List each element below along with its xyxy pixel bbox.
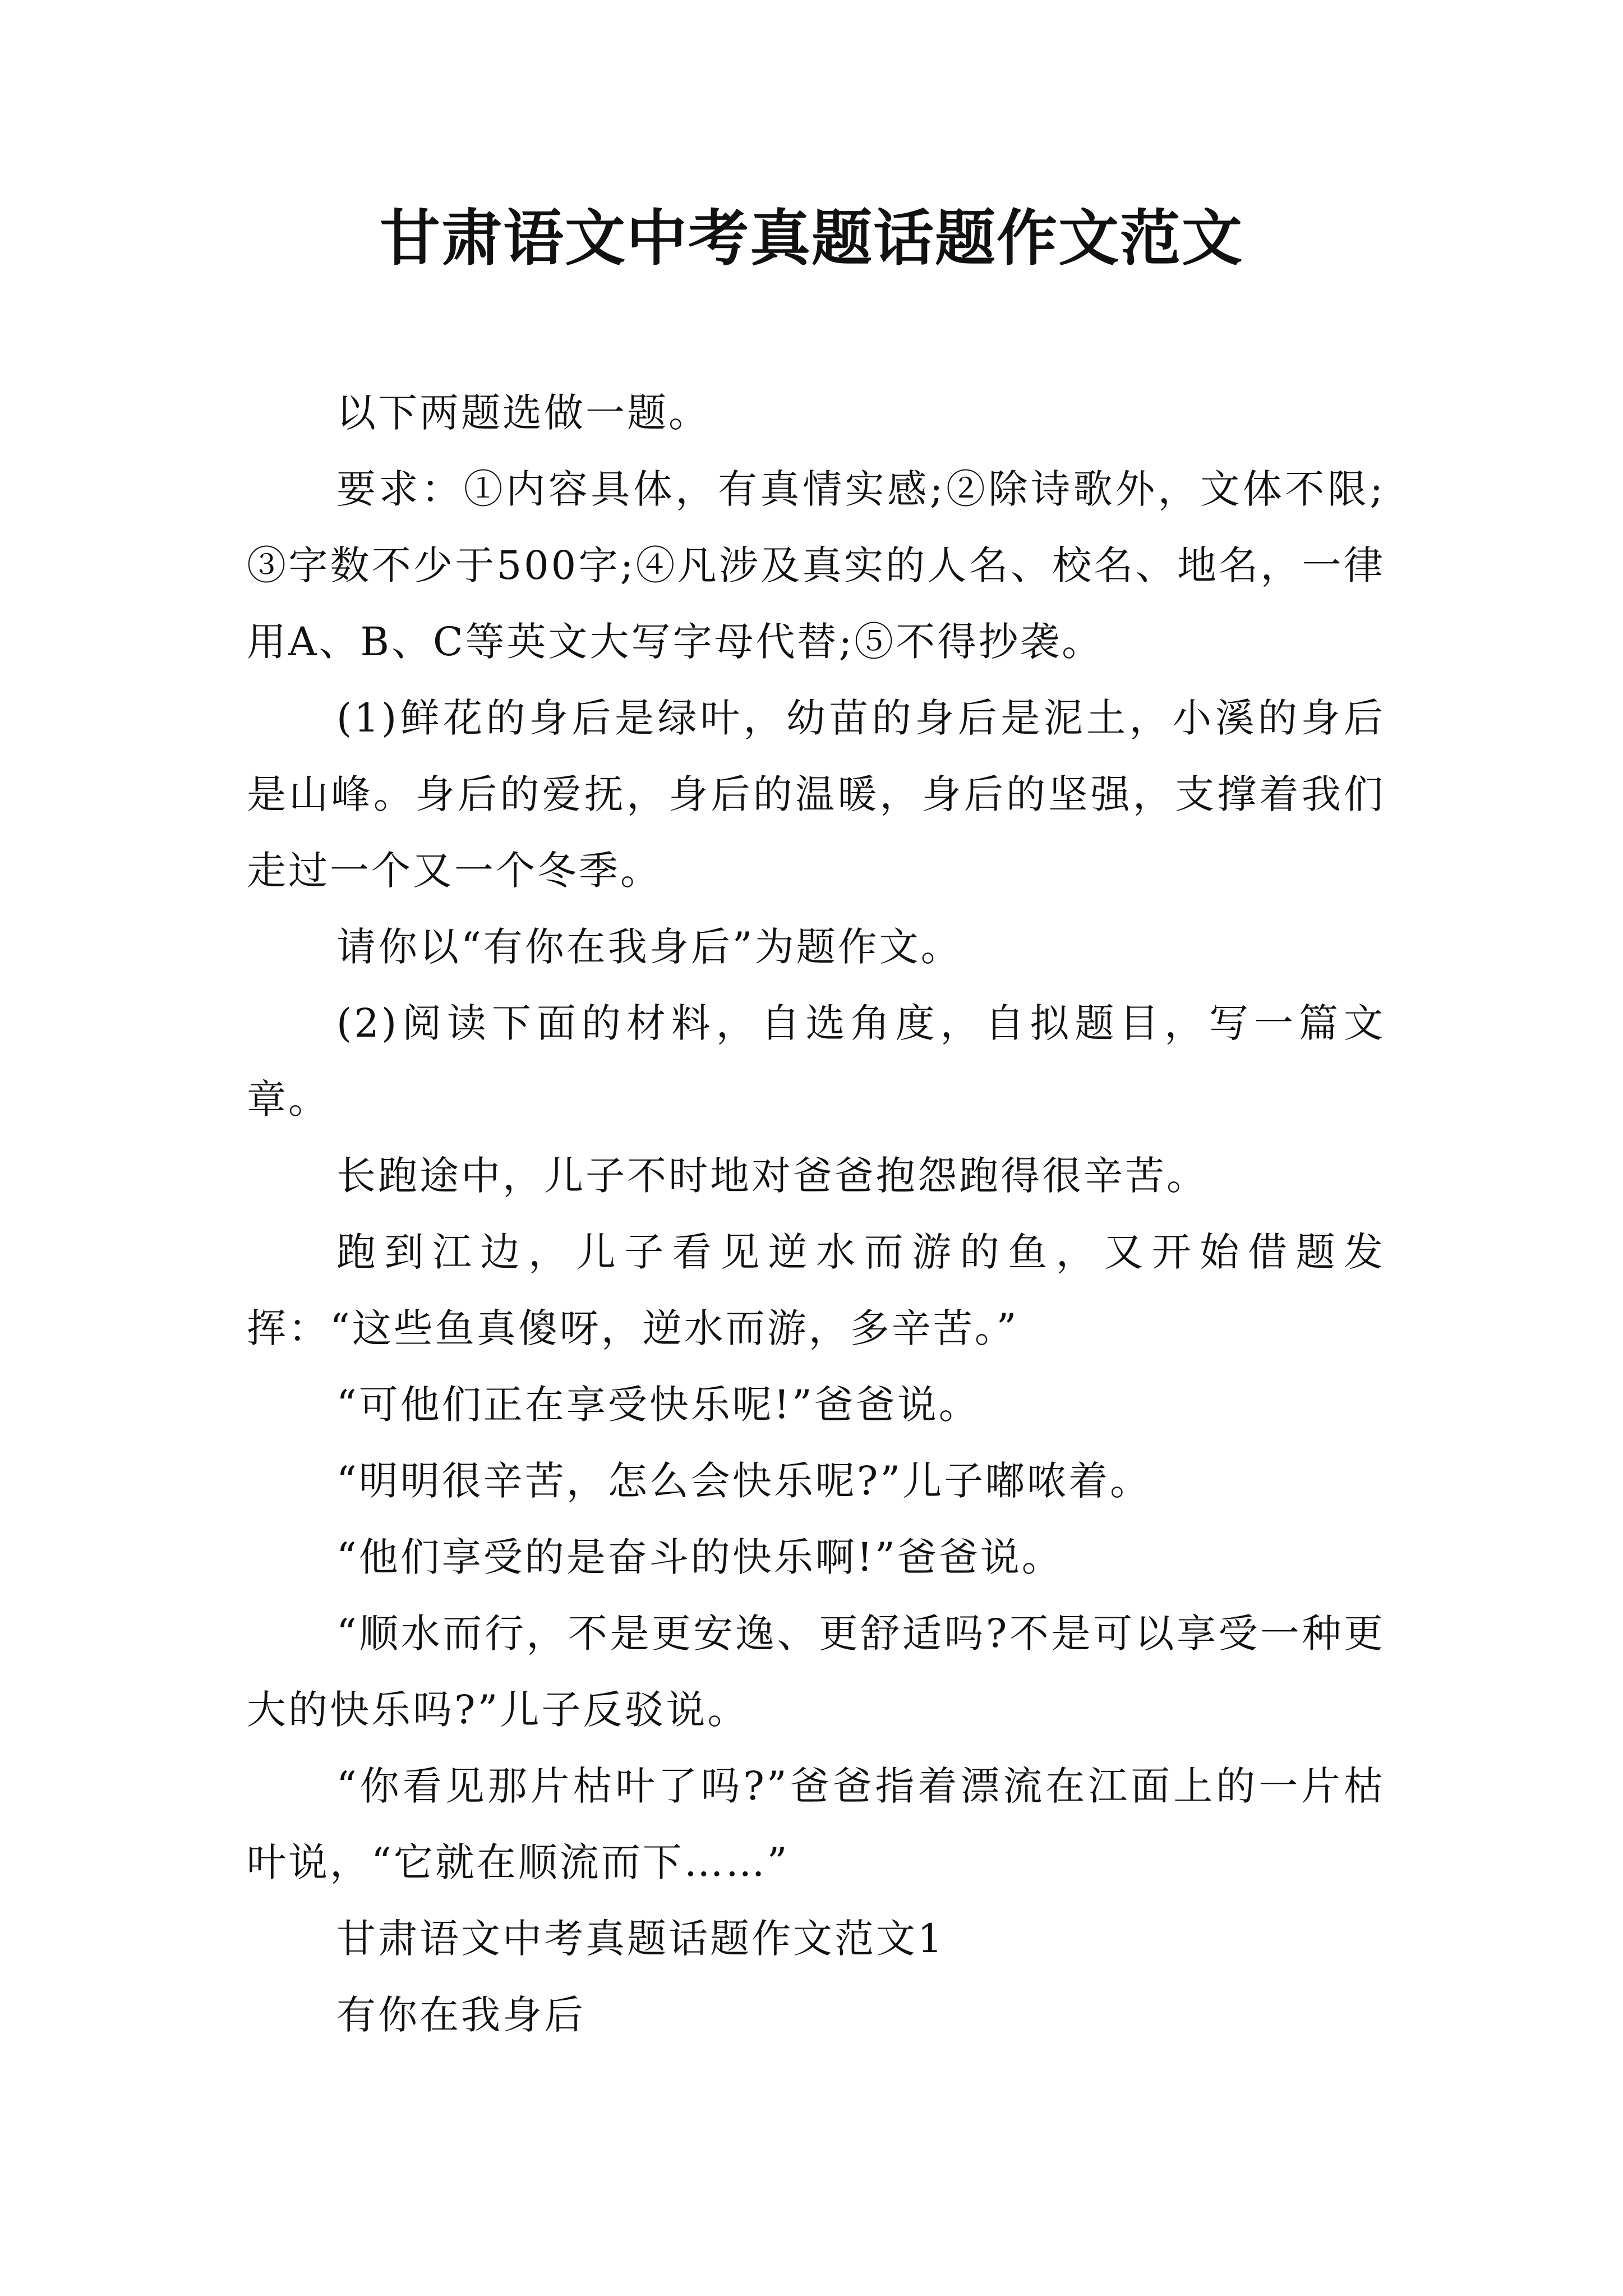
document-title: 甘肃语文中考真题话题作文范文 [379, 203, 1243, 274]
paragraph-material-4: “明明很辛苦，怎么会快乐呢?”儿子嘟哝着。 [336, 1458, 1152, 1504]
paragraph-instruction: 以下两题选做一题。 [336, 390, 710, 436]
paragraph-material-1: 长跑途中，儿子不时地对爸爸抱怨跑得很辛苦。 [336, 1153, 1208, 1199]
paragraph-material-5: “他们享受的是奋斗的快乐啊!”爸爸说。 [336, 1534, 1063, 1580]
paragraph-topic-2: (2)阅读下面的材料，自选角度，自拟题目，写一篇文章。 [247, 1000, 1385, 1122]
paragraph-material-7: “你看见那片枯叶了吗?”爸爸指着漂流在江面上的一片枯叶说，“它就在顺流而下……” [247, 1763, 1385, 1885]
paragraph-essay-title: 有你在我身后 [336, 1992, 585, 2038]
paragraph-topic-1: (1)鲜花的身后是绿叶，幼苗的身后是泥土，小溪的身后是山峰。身后的爱抚，身后的温暖，身后的坚强，支撑着我们走过一个又一个冬季。 [247, 695, 1385, 894]
document-body [247, 375, 1385, 2053]
paragraph-topic-1-prompt: 请你以“有你在我身后”为题作文。 [336, 924, 962, 970]
paragraph-requirements: 要求：①内容具体，有真情实感;②除诗歌外，文体不限;③字数不少于500字;④凡涉及真实的人名、校名、地名，一律用A、B、C等英文大写字母代替;⑤不得抄袭。 [247, 466, 1385, 665]
paragraph-essay-heading: 甘肃语文中考真题话题作文范文1 [336, 1916, 945, 1962]
paragraph-material-3: “可他们正在享受快乐呢!”爸爸说。 [336, 1382, 980, 1428]
paragraph-material-6: “顺水而行，不是更安逸、更舒适吗?不是可以享受一种更大的快乐吗?”儿子反驳说。 [247, 1611, 1385, 1733]
paragraph-material-2: 跑到江边，儿子看见逆水而游的鱼，又开始借题发挥：“这些鱼真傻呀，逆水而游，多辛苦。” [247, 1229, 1385, 1351]
